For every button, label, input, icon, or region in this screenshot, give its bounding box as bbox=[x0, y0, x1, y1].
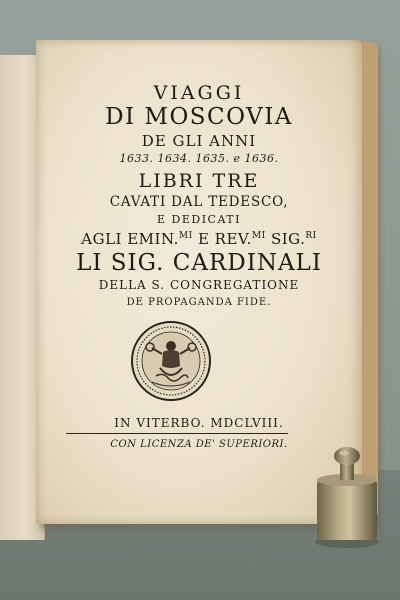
sig-sup: RI bbox=[305, 231, 317, 241]
title-line-years: 1633. 1634. 1635. e 1636. bbox=[119, 152, 279, 165]
agli-emin-text: AGLI EMIN. bbox=[81, 230, 179, 248]
rev-sup: MI bbox=[251, 231, 266, 241]
brass-weight-icon bbox=[314, 446, 380, 548]
rev-text: E REV. bbox=[192, 230, 252, 248]
title-line-propaganda: DE PROPAGANDA FIDE. bbox=[126, 297, 272, 308]
title-line-dedicati: E DEDICATI bbox=[157, 213, 241, 226]
title-line-agli-emin bbox=[36, 230, 362, 248]
title-line-cavati: CAVATI DAL TEDESCO, bbox=[109, 194, 289, 210]
title-line-moscovia: DI MOSCOVIA bbox=[105, 104, 293, 130]
sig-text: SIG. bbox=[265, 230, 306, 248]
imprint-line: IN VITERBO. MDCLVIII. bbox=[114, 416, 284, 430]
imprint-rule bbox=[66, 433, 288, 434]
title-line-de-gli-anni: DE GLI ANNI bbox=[141, 132, 257, 150]
agli-emin-sup: MI bbox=[178, 231, 193, 241]
license-line: CON LICENZA DE' SUPERIORI. bbox=[110, 439, 288, 450]
title-line-congregatione: DELLA S. CONGREGATIONE bbox=[98, 278, 300, 292]
printer-device-icon bbox=[130, 320, 212, 402]
title-line-libri-tre: LIBRI TRE bbox=[138, 170, 260, 192]
title-line-viaggi: VIAGGI bbox=[153, 82, 245, 104]
title-line-cardinali: LI SIG. CARDINALI bbox=[76, 250, 322, 276]
